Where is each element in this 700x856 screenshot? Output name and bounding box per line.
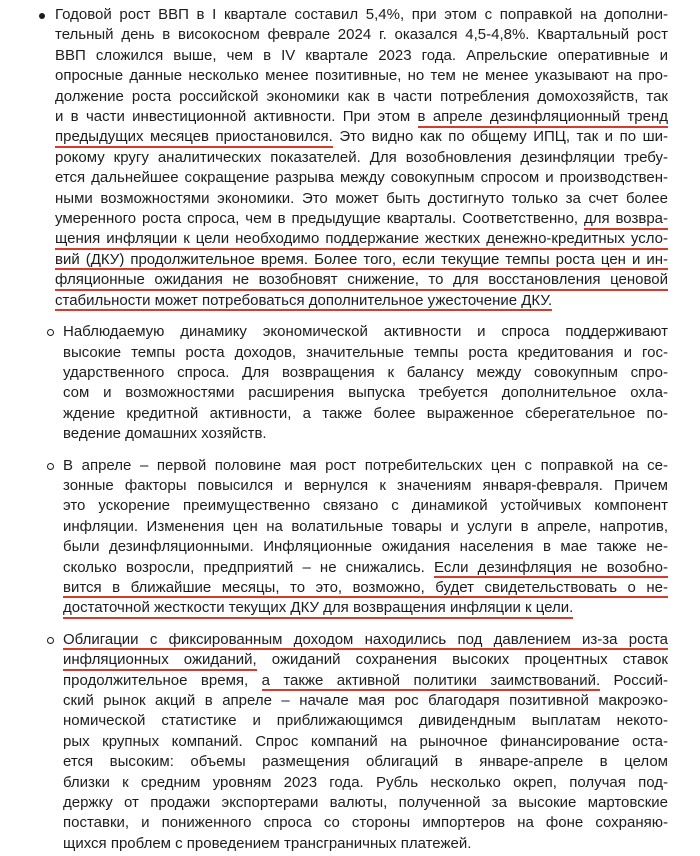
text-segment: зонные факторы повысился и вернулся к значениям января-февраля. Причем <box>63 476 668 494</box>
text-line <box>63 496 668 516</box>
text-line <box>55 229 668 249</box>
text-line <box>63 773 668 793</box>
text-line <box>55 168 668 188</box>
red-underlined-text: Если дезинфляция не возобно- <box>434 559 668 579</box>
text-segment: поставки, и пониженного спроса со стороны импортеров на фоне сохраняю- <box>63 814 668 832</box>
text-segment: инфляции. Изменения цен на волатильные товары и услуги в апреле, напротив, <box>63 517 668 535</box>
text-line <box>55 46 668 66</box>
text-line <box>63 813 668 833</box>
text-segment: опросные данные несколько менее позитивные, но тем не менее указывают на про- <box>55 67 668 85</box>
text-segment: держку от продажи экспортерами валюты, полученной за высокие мартовские <box>63 794 668 812</box>
text-line <box>55 209 668 229</box>
text-segment: ВВП сложился выше, чем в IV квартале 2023 года. Апрельские оперативные и <box>55 46 668 64</box>
paragraph-lines <box>63 322 668 444</box>
text-line <box>63 650 668 670</box>
red-underlined-text: достаточной жесткости текущих ДКУ для возвращения инфляции к цели. <box>63 599 573 619</box>
text-segment: должение роста российской экономики как в части потребления домохозяйств, так <box>55 87 668 105</box>
text-line <box>63 630 668 650</box>
text-segment: щихся проблем с проведением трансграничных платежей. <box>63 834 472 852</box>
text-segment: ский рынок акций в апреле – начале мая рос благодаря позитивной макроэко- <box>63 692 668 709</box>
text-line <box>63 558 668 578</box>
text-segment: Россий- <box>600 671 669 689</box>
text-segment: ударственного спроса. Для возвращения к балансу между совокупным спро- <box>63 363 668 381</box>
text-segment: и в части инвестиционной активности. При этом <box>55 108 418 126</box>
text-segment: близки к средним уровням 2023 года. Рубль несколько окреп, получая под- <box>63 773 668 791</box>
text-segment: ными возможностями экономики. Это может быть достигнуто только за счет более <box>55 189 668 207</box>
text-segment: Годовой рост ВВП в I квартале составил 5,4%, при этом с поправкой на дополни- <box>55 6 668 23</box>
text-segment: ется высоким: объемы размещения облигаций в январе-апреле в целом <box>63 753 668 771</box>
text-line <box>63 752 668 772</box>
circle-bullet-icon <box>47 463 54 470</box>
text-segment: ждение кредитной активности, а также более выраженное сберегательное по- <box>63 404 668 422</box>
text-line <box>55 148 668 168</box>
red-underlined-text: в апреле дезинфляционный тренд <box>418 108 668 128</box>
red-underlined-text: вится в ближайшие месяцы, то это, возможно, будет свидетельствовать о не- <box>63 579 668 599</box>
text-line <box>55 25 668 45</box>
text-line <box>63 537 668 557</box>
circle-bullet-icon <box>47 329 54 336</box>
text-line <box>63 424 668 444</box>
text-segment: ется дальнейшее сокращение разрыва между совокупным спросом и производствен- <box>55 169 668 187</box>
text-line <box>63 476 668 496</box>
main-bullet-paragraph <box>55 5 668 311</box>
text-line <box>63 578 668 598</box>
text-line <box>63 404 668 424</box>
red-underlined-text: щения инфляции к цели необходимо поддержание жестких денежно-кредитных усло- <box>55 230 668 250</box>
red-underlined-text: вий (ДКУ) продолжительное время. Более того, если текущие темпы роста цен и ин- <box>55 251 668 271</box>
text-line <box>55 107 668 127</box>
text-segment: ожиданий сохранения высоких процентных ставок <box>256 651 668 669</box>
text-line <box>63 671 668 691</box>
text-segment: были дезинфляционными. Инфляционные ожидания населения в мае также не- <box>63 538 668 556</box>
text-line <box>55 127 668 147</box>
text-line <box>55 270 668 290</box>
text-line <box>63 383 668 403</box>
paragraph-lines <box>63 630 668 854</box>
red-underlined-text: инфляционных ожиданий, <box>63 651 257 671</box>
text-segment: В апреле – первой половине мая рост потребительских цен с поправкой на се- <box>63 456 668 474</box>
sub-bullet-paragraph-prices <box>63 456 668 619</box>
text-segment: сом и возможностями расширения выпуска требуется дополнительное охла- <box>63 384 668 402</box>
text-segment: сколько возросли, предприятий – не снижались. <box>63 558 434 576</box>
text-segment: продолжительное время, <box>63 671 262 689</box>
red-underlined-text: а также активной политики заимствований. <box>262 672 601 692</box>
text-line <box>55 291 668 311</box>
text-segment: рых крупных компаний. Спрос компаний на рыночное финансирование оста- <box>63 732 668 750</box>
sub-bullet-paragraph-economic-activity <box>63 322 668 444</box>
paragraph-lines <box>55 5 668 311</box>
text-line <box>63 343 668 363</box>
sub-bullet-paragraph-bonds <box>63 630 668 854</box>
text-line <box>63 732 668 752</box>
disc-bullet-icon <box>39 13 45 19</box>
text-segment: Это видно как по общему ИПЦ, так и по ши- <box>332 128 668 146</box>
text-segment: номической статистике и приближающимся дивидендным выплатам некото- <box>63 712 668 730</box>
red-underlined-text: фляционные ожидания не возобновят снижение, то для восстановления ценовой <box>55 271 668 291</box>
text-segment: ведение домашних хозяйств. <box>63 425 267 443</box>
text-line <box>63 711 668 731</box>
text-segment: высокие темпы роста доходов, значительные темпы роста кредитования и гос- <box>63 343 668 361</box>
text-line <box>63 691 668 711</box>
text-line <box>63 834 668 854</box>
text-segment: Наблюдаемую динамику экономической активности и спроса поддерживают <box>63 323 668 341</box>
text-line <box>63 456 668 476</box>
text-line <box>55 5 668 25</box>
text-line <box>63 322 668 342</box>
text-line <box>55 250 668 270</box>
text-segment: умеренного роста спроса, чем в предыдущие кварталы. Соответственно, <box>55 210 584 228</box>
red-underlined-text: предыдущих месяцев приостановился. <box>55 128 333 148</box>
text-line <box>55 189 668 209</box>
text-segment: тельный день в високосном феврале 2024 г. оказался 4,5-4,8%. Квартальный рост <box>55 26 668 44</box>
text-line <box>63 598 668 618</box>
text-segment: это ускорение преимущественно связано с динамикой устойчивых компонент <box>63 497 668 515</box>
text-line <box>63 517 668 537</box>
text-line <box>63 363 668 383</box>
text-line <box>55 66 668 86</box>
text-line <box>55 87 668 107</box>
red-underlined-text: для возвра- <box>584 210 668 230</box>
text-segment: рокому кругу аналитических показателей. Для возобновления дезинфляции требу- <box>55 148 668 166</box>
paragraph-lines <box>63 456 668 619</box>
red-underlined-text: Облигации с фиксированным доходом находились под давлением из-за роста <box>63 631 668 651</box>
red-underlined-text: стабильности может потребоваться дополнительное ужесточение ДКУ. <box>55 292 552 312</box>
circle-bullet-icon <box>47 637 54 644</box>
text-line <box>63 793 668 813</box>
